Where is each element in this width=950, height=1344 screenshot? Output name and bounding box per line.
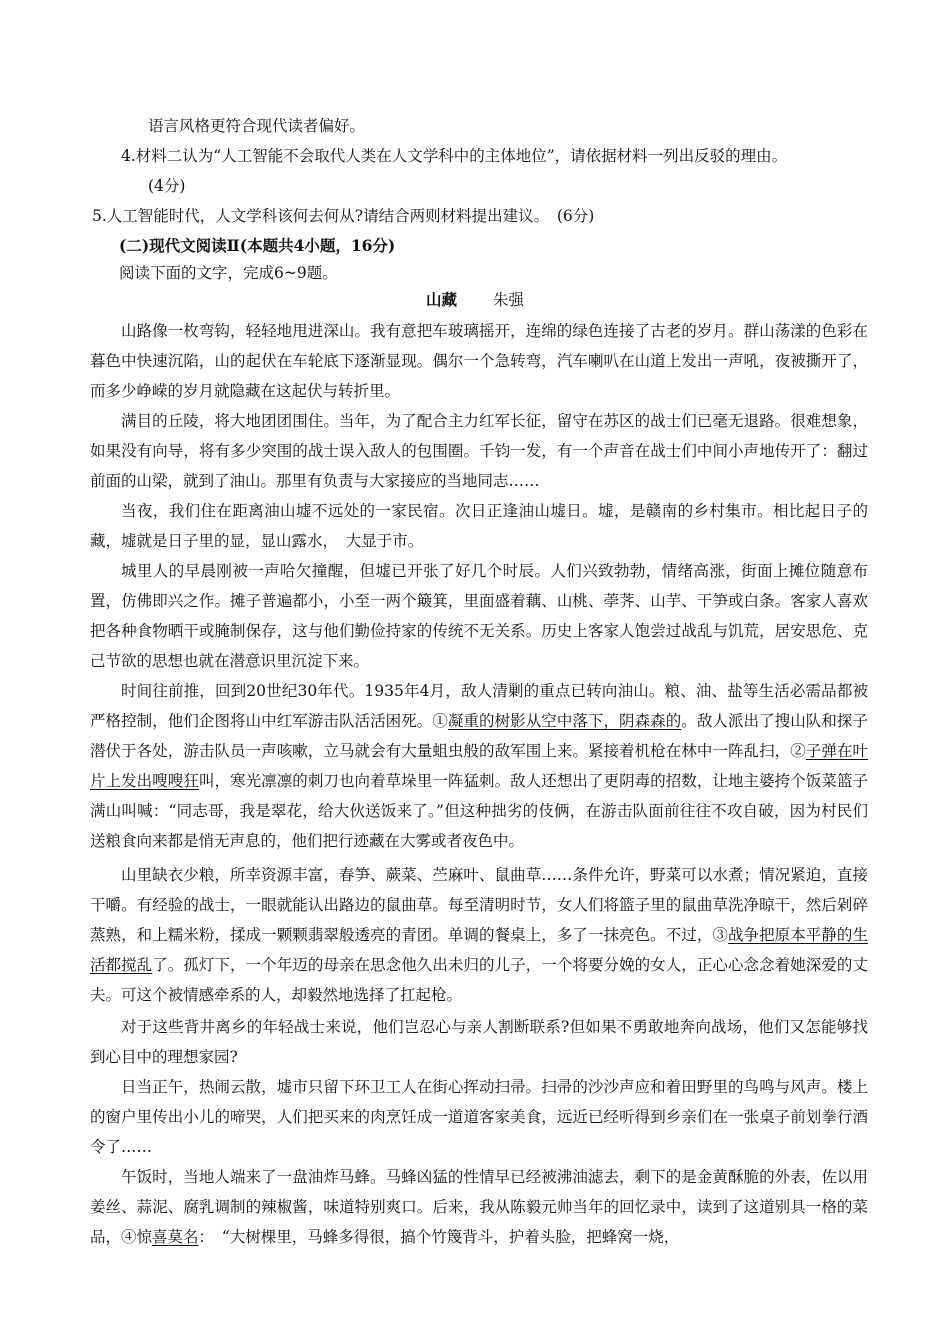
paragraph-9-part-a: 午饭时，当地人端来了一盘油炸马蜂。马蜂凶猛的性情早已经被沸油滤去，剩下的是金黄酥脆的外表，佐以用姜丝、蒜泥、腐乳调制的辣椒酱，味道特别爽口。后来，我从陈毅元帅当年的回忆录中，读到了这道别具一格的菜品，④惊 [90,1168,868,1246]
underlined-sentence-1: 凝重的树影从空中落下，阴森森的 [447,712,682,730]
article-title-line [0,290,950,310]
paragraph-2: 满目的丘陵，将大地团团围住。当年，为了配合主力红军长征，留守在苏区的战士们已毫无退路。很难想象，如果没有向导，将有多少突围的战士误入敌人的包围圈。千钧一发，有一个声音在战士们中间小声地传开了：翻过前面的山梁，就到了油山。那里有负责与大家接应的当地同志…… [90,412,868,490]
underlined-sentence-3: 战争把原本平静的生活都搅乱 [90,926,868,974]
underlined-sentence-2: 子弹在叶片上发出嗖嗖狂 [90,742,868,790]
paragraph-6-part-a: 山里缺衣少粮，所幸资源丰富，春笋、蕨菜、苎麻叶、鼠曲草……条件允许，野菜可以水煮；情况紧迫，直接干嚼。有经验的战士，一眼就能认出路边的鼠曲草。每至清明时节，女人们将篮子里的鼠曲草洗净晾干，然后剁碎蒸熟，和上糯米粉，揉成一颗颗翡翠般透亮的青团。单调的餐桌上，多了一抹亮色。不过，③ [90,866,868,944]
paragraph-3: 当夜，我们住在距离油山墟不远处的一家民宿。次日正逢油山墟日。墟，是赣南的乡村集市。相比起日子的藏，墟就是日子里的显，显山露水， 大显于市。 [90,502,868,550]
paragraph-5-part-c: 叫，寒光凛凛的刺刀也向着草垛里一阵猛刺。敌人还想出了更阴毒的招数，让地主婆挎个饭菜篮子满山叫喊：“同志哥，我是翠花，给大伙送饭来了。”但这种拙劣的伎俩，在游击队面前往往不攻自破，因为村民们送粮食向来都是悄无声息的，他们把行迹藏在大雾或者夜色中。 [90,772,868,850]
section-heading: (二)现代文阅读Ⅱ(本题共4小题，16分) [119,236,396,255]
paragraph-4: 城里人的早晨刚被一声哈欠撞醒，但墟已开张了好几个时辰。人们兴致勃勃，情绪高涨，街面上摊位随意布置，仿佛即兴之作。摊子普遍都小，小至一两个簸箕，里面盛着藕、山桃、荸荠、山芋、干笋或白条。客家人喜欢把各种食物晒干或腌制保存，这与他们勤俭持家的传统不无关系。历史上客家人饱尝过战乱与饥荒，居安思危、克己节欲的思想也就在潜意识里沉淀下来。 [90,562,868,670]
section-instruction: 阅读下面的文字，完成6~9题。 [119,264,338,282]
paragraph-6-part-b: 了。孤灯下，一个年迈的母亲在思念他久出未归的儿子，一个将要分娩的女人，正心心念念着她深爱的丈夫。可这个被情感牵系的人，却毅然地选择了扛起枪。 [90,956,868,1004]
question-4-points: (4分) [148,177,186,195]
article-author: 朱强 [493,291,525,309]
question-5-line: 5.人工智能时代，人文学科该何去何从?请结合两则材料提出建议。 (6分) [92,207,595,225]
paragraph-8: 日当正午，热闹云散，墟市只留下环卫工人在街心挥动扫帚。扫帚的沙沙声应和着田野里的鸟鸣与风声。楼上的窗户里传出小儿的啼哭，人们把买来的肉烹饪成一道道客家美食，远近已经听得到乡亲们在一张桌子前划拳行酒令了…… [90,1078,868,1156]
paragraph-7: 对于这些背井离乡的年轻战士来说，他们岂忍心与亲人割断联系?但如果不勇敢地奔向战场，他们又怎能够找到心目中的理想家园? [90,1018,868,1066]
paragraph-9-part-b: ： “大树棵里，马蜂多得很，搞个竹篾背斗，护着头脸，把蜂窝一烧， [198,1228,680,1246]
paragraph-5 [90,676,868,856]
style-note-line: 语言风格更符合现代读者偏好。 [148,117,366,135]
question-4-line: 4.材料二认为“人工智能不会取代人类在人文学科中的主体地位”，请依据材料一列出反驳的理由。 [121,147,788,165]
underlined-phrase-4: 喜莫名 [152,1228,199,1246]
paragraph-5-part-b: 。敌人派出了搜山队和探子潜伏于各处，游击队员一声咳嗽，立马就会有大量蛆虫般的敌军围上来。紧接着机枪在林中一阵乱扫，② [90,712,868,760]
paragraph-9 [90,1162,868,1252]
paragraph-1: 山路像一枚弯钩，轻轻地甩进深山。我有意把车玻璃摇开，连绵的绿色连接了古老的岁月。群山荡漾的色彩在暮色中快速沉陷，山的起伏在车轮底下逐渐显现。偶尔一个急转弯，汽车喇叭在山道上发出一声吼，夜被撕开了，而多少峥嵘的岁月就隐藏在这起伏与转折里。 [90,322,868,400]
paragraph-6 [90,860,868,1010]
paragraph-5-part-a: 时间往前推，回到20世纪30年代。1935年4月，敌人清剿的重点已转向油山。粮、油、盐等生活必需品都被严格控制，他们企图将山中红军游击队活活困死。① [90,682,868,730]
article-title: 山藏 [425,290,457,309]
